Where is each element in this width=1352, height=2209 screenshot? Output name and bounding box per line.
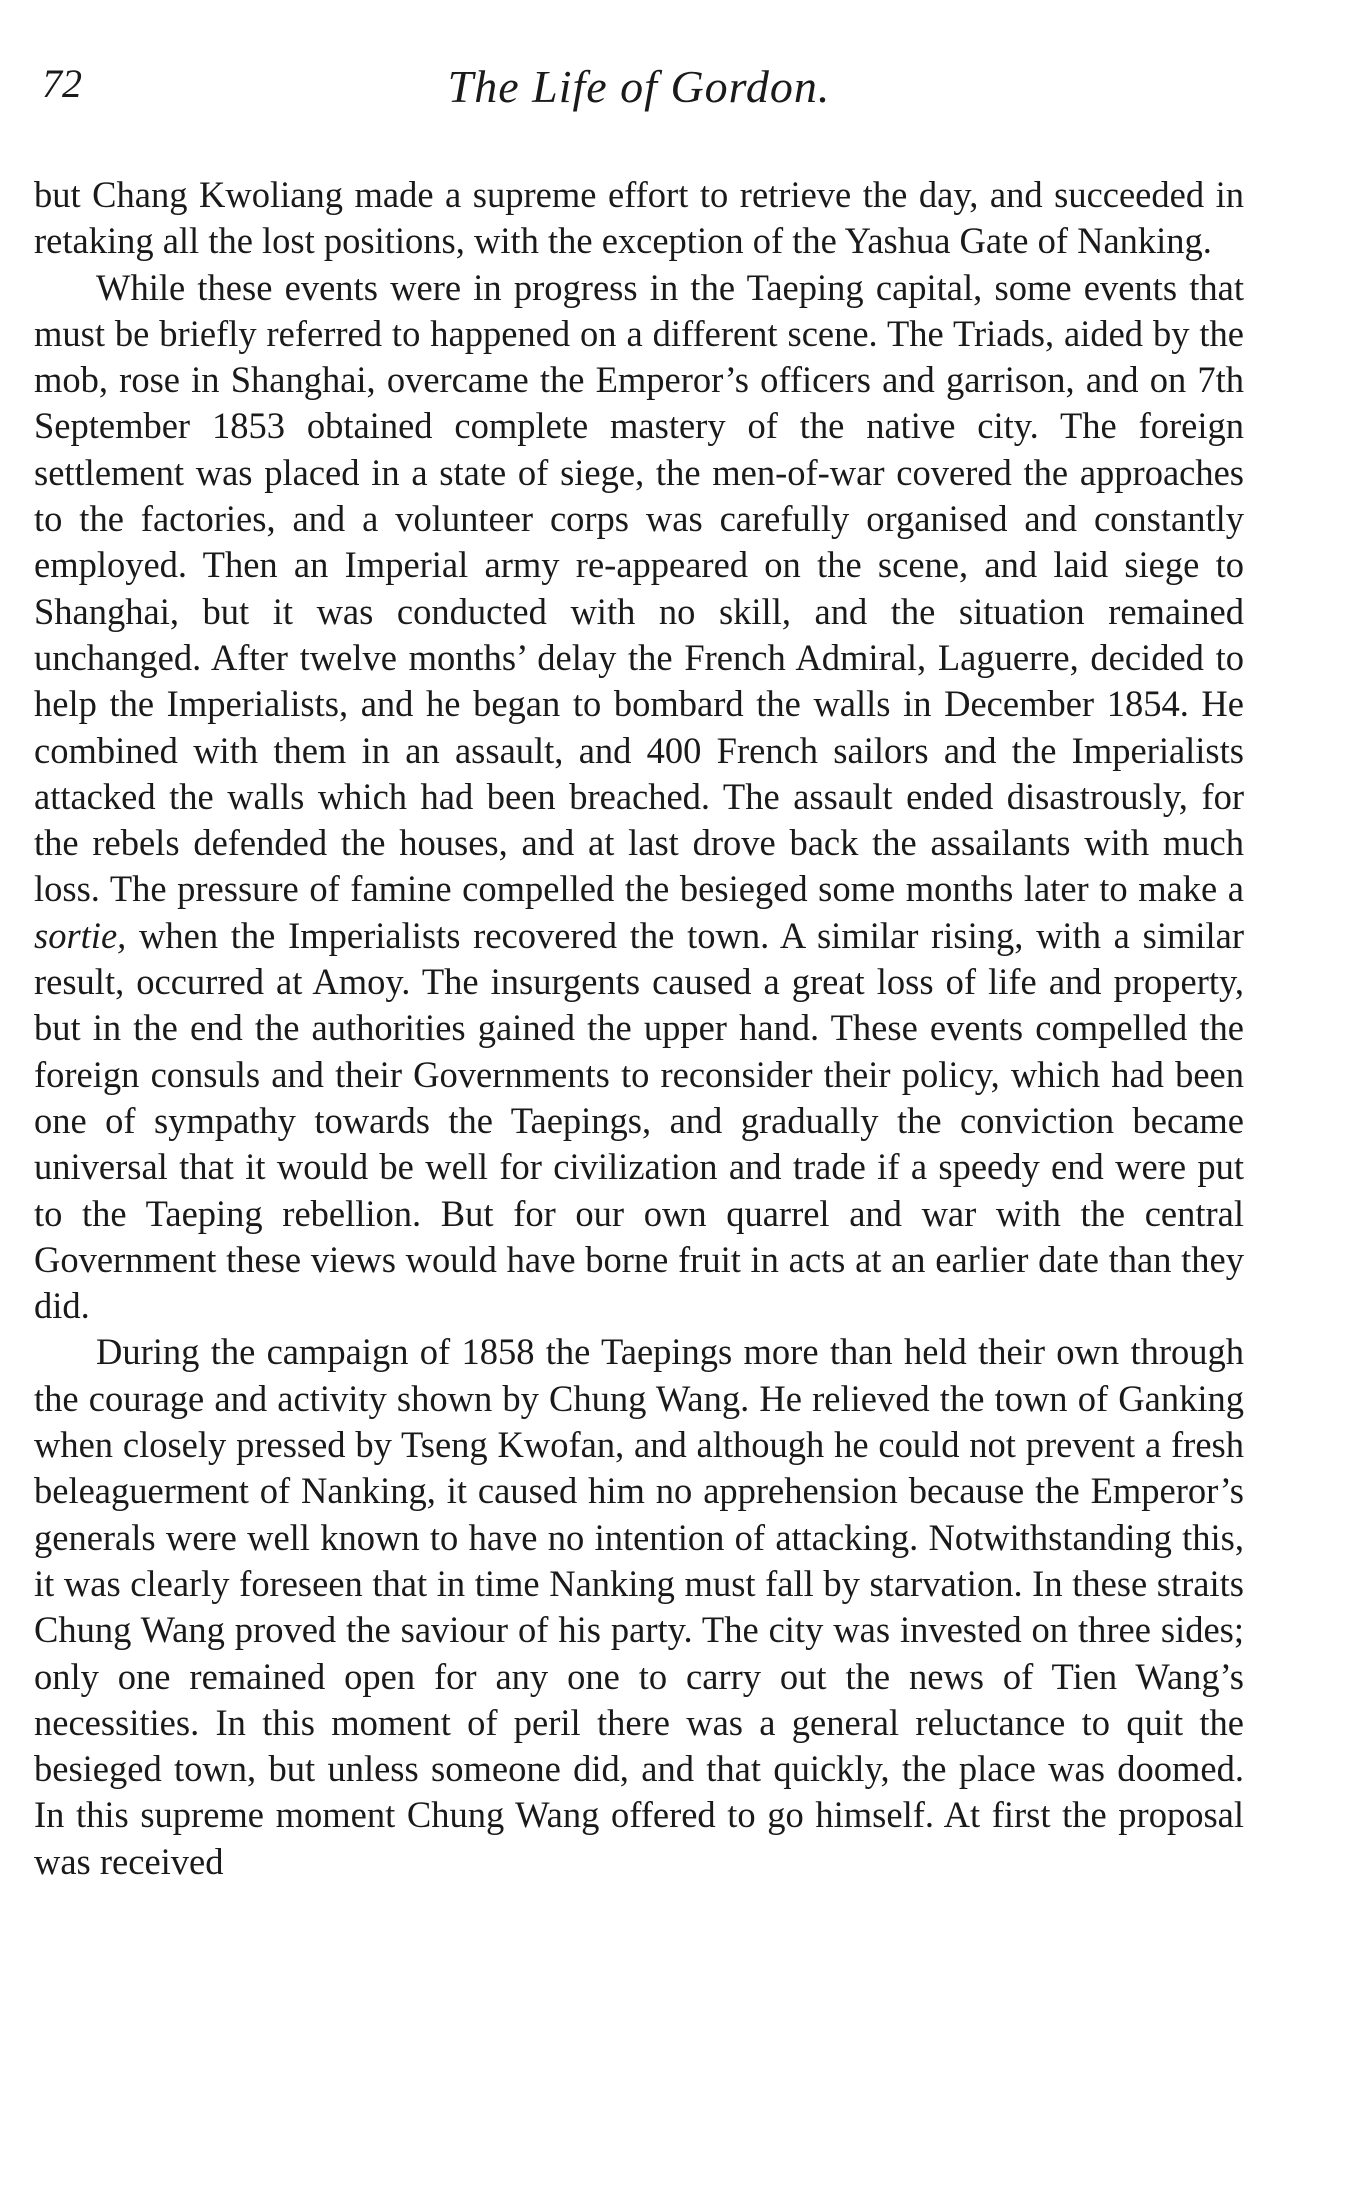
italic-term: sortie, [34,914,127,956]
running-head [34,60,1244,122]
paragraph [34,265,1244,1330]
paragraph-text: when the Imperialists recovered the town. A similar rising, with a similar result, occurred at Amoy. The insurgents caused a great loss of life and property, but in the end the authorities gained the upper hand. These events compelled the foreign consuls and their Governments to reconsider their policy, which had been one of sympathy towards the Taepings, and gradually the conviction became universal that it would be well for civilization and trade if a speedy end were put to the Taeping rebellion. But for our own quarrel and war with the central Government these views would have borne fruit in acts at an earlier date than they did. [34,914,1244,1327]
body-text [34,172,1244,1885]
paragraph: During the campaign of 1858 the Taepings more than held their own through the courage and activity shown by Chung Wang. He relieved the town of Ganking when closely pressed by Tseng Kwofan, and although he could not prevent a fresh beleaguerment of Nanking, it caused him no apprehension because the Emperor’s generals were well known to have no intention of attacking. Notwithstanding this, it was clearly foreseen that in time Nanking must fall by starvation. In these straits Chung Wang proved the saviour of his party. The city was invested on three sides; only one remained open for any one to carry out the news of Tien Wang’s necessities. In this moment of peril there was a general reluctance to quit the besieged town, but unless someone did, and that quickly, the place was doomed. In this supreme moment Chung Wang offered to go himself. At first the proposal was received [34,1331,1244,1882]
book-page [34,60,1244,1885]
paragraph: but Chang Kwoliang made a supreme effort to retrieve the day, and succeeded in retaking all the lost positions, with the exception of the Yashua Gate of Nanking. [34,174,1244,262]
paragraph-text: While these events were in progress in the Taeping capital, some events that must be briefly referred to happened on a different scene. The Triads, aided by the mob, rose in Shanghai, overcame the Emperor’s officers and garrison, and on 7th September 1853 obtained complete mastery of the native city. The foreign settlement was placed in a state of siege, the men-of-war covered the approaches to the factories, and a volunteer corps was carefully organised and constantly employed. Then an Imperial army re-appeared on the scene, and laid siege to Shanghai, but it was conducted with no skill, and the situation remained unchanged. After twelve months’ delay the French Admiral, Laguerre, decided to help the Imperialists, and he began to bombard the walls in December 1854. He combined with them in an assault, and 400 French sailors and the Imperialists attacked the walls which had been breached. The assault ended disastrously, for the rebels defended the houses, and at last drove back the assailants with much loss. The pressure of famine compelled the besieged some months later to make a [34,266,1244,910]
running-title: The Life of Gordon. [447,61,831,112]
page-number: 72 [42,61,82,106]
